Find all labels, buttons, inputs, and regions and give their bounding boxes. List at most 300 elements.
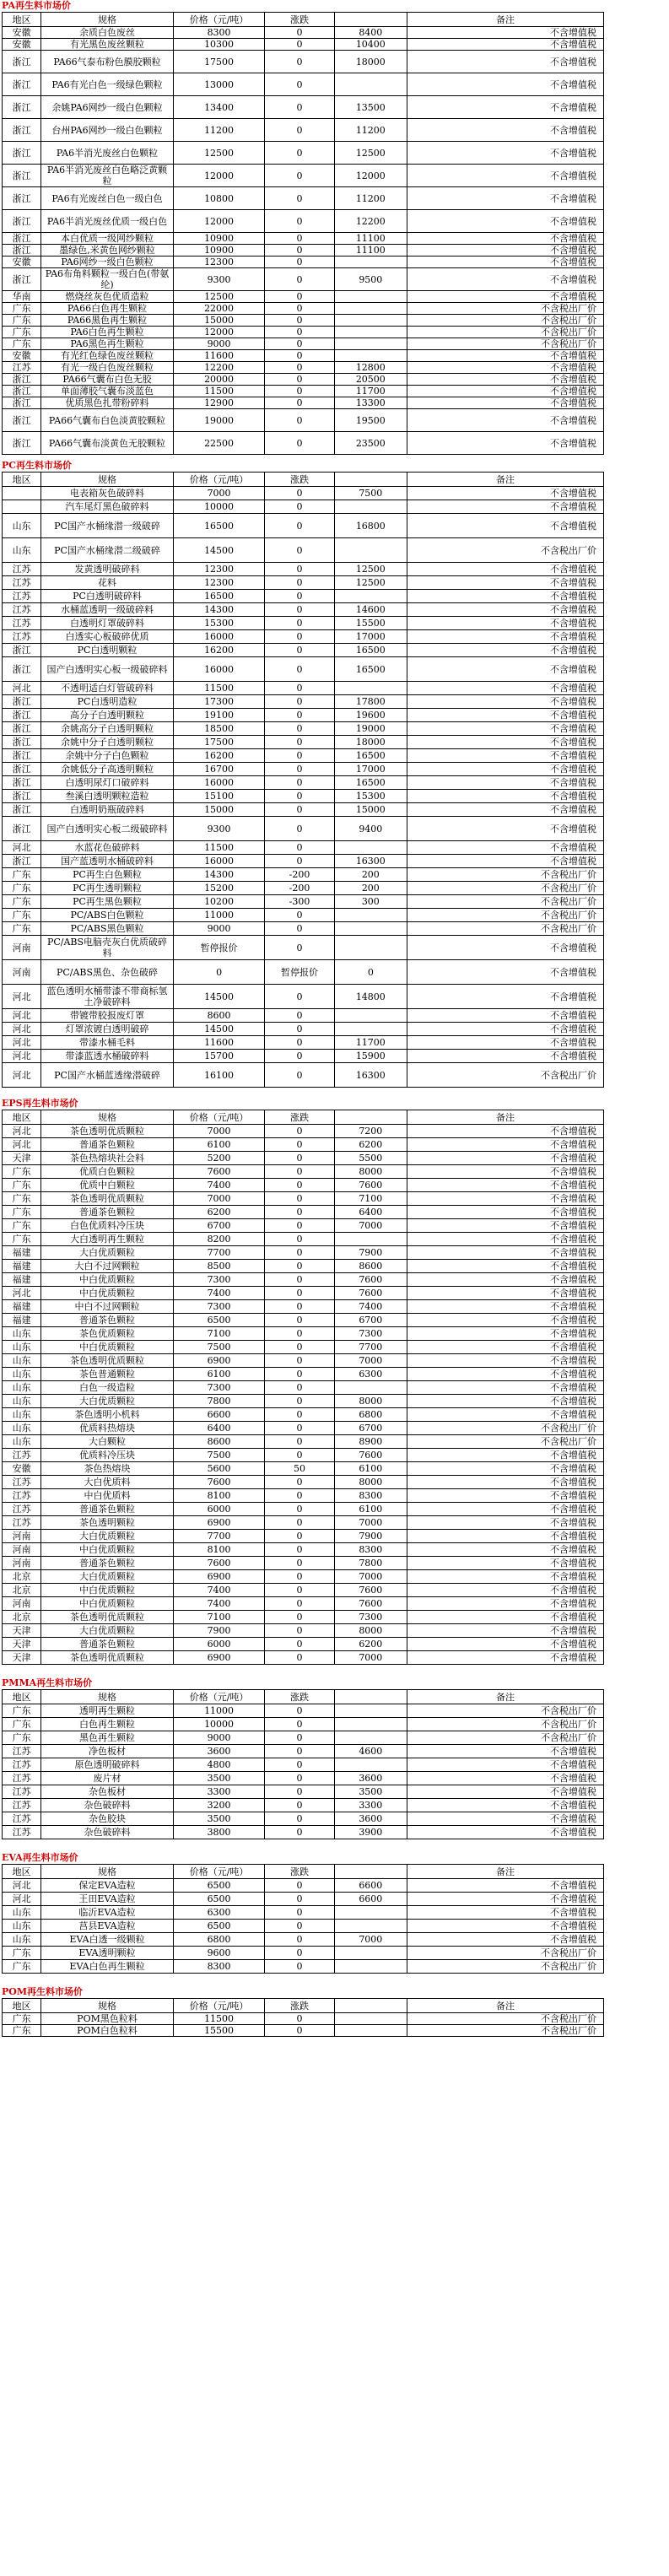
column-header: 规格 bbox=[41, 1690, 174, 1704]
price-cell: 8200 bbox=[173, 1233, 264, 1246]
spec-cell: 茶色透明颗粒 bbox=[41, 1516, 174, 1530]
region-cell: 广东 bbox=[3, 1192, 41, 1206]
table-row bbox=[3, 1165, 604, 1179]
section-title: PA再生料市场价 bbox=[2, 0, 72, 11]
region-cell: 广东 bbox=[3, 1219, 41, 1233]
change-cell: 0 bbox=[265, 1063, 334, 1088]
table-row bbox=[3, 1893, 604, 1906]
price-cell: 7800 bbox=[173, 1395, 264, 1408]
region-cell: 广东 bbox=[3, 2013, 41, 2025]
remark-cell: 不含增值税 bbox=[407, 1368, 604, 1381]
region-cell: 山东 bbox=[3, 1422, 41, 1435]
region-cell: 广东 bbox=[3, 1206, 41, 1219]
table-row bbox=[3, 257, 604, 268]
price-high-cell: 7900 bbox=[334, 1246, 407, 1260]
table-row bbox=[3, 1704, 604, 1718]
table-row bbox=[3, 1179, 604, 1192]
spec-cell: 优质黑色扎带粉碎料 bbox=[41, 397, 174, 409]
column-header: 备注 bbox=[407, 13, 604, 27]
spec-cell: 黑色再生颗粒 bbox=[41, 1731, 174, 1745]
price-high-cell: 17000 bbox=[334, 763, 407, 776]
spec-cell: 水蓝花色破碎料 bbox=[41, 841, 174, 855]
price-high-cell bbox=[334, 1233, 407, 1246]
region-cell bbox=[3, 487, 41, 500]
spec-cell: 蓝色透明水桶带漆不带商标氢土净破碎料 bbox=[41, 985, 174, 1009]
remark-cell: 不含增值税 bbox=[407, 1395, 604, 1408]
column-header: 涨跌 bbox=[265, 13, 334, 27]
region-cell: 河北 bbox=[3, 682, 41, 695]
table-row bbox=[3, 362, 604, 374]
spec-cell: POM白色粒料 bbox=[41, 2025, 174, 2037]
remark-cell: 不含增值税 bbox=[407, 1449, 604, 1462]
price-high-cell: 4600 bbox=[334, 1745, 407, 1758]
column-header: 价格（元/吨） bbox=[173, 13, 264, 27]
spec-cell: 杂色破碎料 bbox=[41, 1799, 174, 1812]
spec-cell: PA6有光白色一级绿色颗粒 bbox=[41, 73, 174, 96]
change-cell: 0 bbox=[265, 245, 334, 257]
price-cell: 7400 bbox=[173, 1597, 264, 1611]
remark-cell: 不含增值税 bbox=[407, 1920, 604, 1933]
price-high-cell: 6400 bbox=[334, 1206, 407, 1219]
remark-cell: 不含增值税 bbox=[407, 1503, 604, 1516]
remark-cell: 不含增值税 bbox=[407, 709, 604, 722]
spec-cell: 中白不过网颗粒 bbox=[41, 1300, 174, 1314]
remark-cell: 不含增值税 bbox=[407, 576, 604, 590]
table-row bbox=[3, 695, 604, 709]
spec-cell: PA6黑色再生颗粒 bbox=[41, 338, 174, 350]
region-cell: 广东 bbox=[3, 1718, 41, 1731]
spec-cell: PC/ABS黑色颗粒 bbox=[41, 922, 174, 936]
remark-cell: 不含增值税 bbox=[407, 1233, 604, 1246]
price-cell: 12300 bbox=[173, 257, 264, 268]
price-high-cell bbox=[334, 1906, 407, 1920]
spec-cell: 普通茶色颗粒 bbox=[41, 1557, 174, 1570]
region-cell: 山东 bbox=[3, 1395, 41, 1408]
table-row bbox=[3, 538, 604, 563]
change-cell: 0 bbox=[265, 922, 334, 936]
change-cell: 0 bbox=[265, 1125, 334, 1138]
region-cell: 山东 bbox=[3, 1354, 41, 1368]
price-high-cell bbox=[334, 2013, 407, 2025]
change-cell: 0 bbox=[265, 1165, 334, 1179]
table-row bbox=[3, 1597, 604, 1611]
spec-cell: PA66气囊布白色淡黄胶颗粒 bbox=[41, 409, 174, 432]
region-cell: 浙江 bbox=[3, 695, 41, 709]
remark-cell: 不含增值税 bbox=[407, 27, 604, 39]
region-cell: 天津 bbox=[3, 1624, 41, 1638]
column-header: 价格（元/吨） bbox=[173, 1865, 264, 1879]
change-cell: 0 bbox=[265, 1624, 334, 1638]
remark-cell: 不含增值税 bbox=[407, 803, 604, 817]
region-cell: 江苏 bbox=[3, 1799, 41, 1812]
price-cell: 20000 bbox=[173, 374, 264, 386]
price-cell: 14500 bbox=[173, 985, 264, 1009]
change-cell: 0 bbox=[265, 432, 334, 455]
spec-cell: 茶色热熔块社会料 bbox=[41, 1152, 174, 1165]
spec-cell: 王田EVA造粒 bbox=[41, 1893, 174, 1906]
price-cell: 16500 bbox=[173, 590, 264, 603]
price-cell: 7000 bbox=[173, 1192, 264, 1206]
price-high-cell: 7100 bbox=[334, 1192, 407, 1206]
price-cell: 9600 bbox=[173, 1947, 264, 1960]
change-cell: 0 bbox=[265, 1785, 334, 1799]
remark-cell: 不含增值税 bbox=[407, 630, 604, 644]
spec-cell: 发黄透明破碎料 bbox=[41, 563, 174, 576]
price-cell: 16000 bbox=[173, 630, 264, 644]
spec-cell: 汽车尾灯黑色破碎料 bbox=[41, 500, 174, 514]
change-cell: 0 bbox=[265, 73, 334, 96]
spec-cell: EVA白色再生颗粒 bbox=[41, 1960, 174, 1974]
change-cell: 0 bbox=[265, 1570, 334, 1584]
spec-cell: 净色板材 bbox=[41, 1745, 174, 1758]
change-cell: 0 bbox=[265, 1530, 334, 1543]
price-high-cell: 7000 bbox=[334, 1354, 407, 1368]
change-cell: 0 bbox=[265, 1557, 334, 1570]
column-header: 规格 bbox=[41, 473, 174, 487]
price-high-cell: 16800 bbox=[334, 514, 407, 538]
table-row bbox=[3, 855, 604, 868]
table-row bbox=[3, 895, 604, 909]
spec-cell: PA6有光废丝白色一级白色 bbox=[41, 187, 174, 210]
region-cell: 江苏 bbox=[3, 1826, 41, 1839]
price-cell: 3200 bbox=[173, 1799, 264, 1812]
region-cell: 浙江 bbox=[3, 386, 41, 397]
spec-cell: 杂色破碎料 bbox=[41, 1826, 174, 1839]
price-high-cell: 16500 bbox=[334, 644, 407, 657]
spec-cell: EVA白透一级颗粒 bbox=[41, 1933, 174, 1947]
price-cell: 10800 bbox=[173, 187, 264, 210]
price-high-cell: 7000 bbox=[334, 1219, 407, 1233]
price-high-cell: 6600 bbox=[334, 1893, 407, 1906]
column-header: 涨跌 bbox=[265, 1865, 334, 1879]
remark-cell: 不含税出厂价 bbox=[407, 1422, 604, 1435]
column-header: 备注 bbox=[407, 473, 604, 487]
change-cell: 0 bbox=[265, 855, 334, 868]
spec-cell: 白透明灯罩破碎料 bbox=[41, 617, 174, 630]
price-high-cell: 14600 bbox=[334, 603, 407, 617]
remark-cell: 不含增值税 bbox=[407, 119, 604, 142]
price-cell: 7400 bbox=[173, 1584, 264, 1597]
table-row bbox=[3, 1772, 604, 1785]
remark-cell: 不含增值税 bbox=[407, 1584, 604, 1597]
table-row bbox=[3, 936, 604, 960]
change-cell: 0 bbox=[265, 803, 334, 817]
region-cell: 浙江 bbox=[3, 51, 41, 73]
region-cell: 江苏 bbox=[3, 590, 41, 603]
region-cell: 山东 bbox=[3, 1906, 41, 1920]
price-table-pom bbox=[2, 1998, 604, 2037]
price-high-cell bbox=[334, 1960, 407, 1974]
region-cell: 浙江 bbox=[3, 268, 41, 291]
price-cell: 3500 bbox=[173, 1772, 264, 1785]
spec-cell: 大白优质颗粒 bbox=[41, 1570, 174, 1584]
price-cell: 11200 bbox=[173, 119, 264, 142]
spec-cell: 茶色透明优质颗粒 bbox=[41, 1354, 174, 1368]
change-cell: 0 bbox=[265, 1287, 334, 1300]
column-header: 地区 bbox=[3, 1110, 41, 1125]
remark-cell: 不含增值税 bbox=[407, 1341, 604, 1354]
change-cell: -200 bbox=[265, 882, 334, 895]
price-high-cell: 8000 bbox=[334, 1624, 407, 1638]
table-row bbox=[3, 1543, 604, 1557]
change-cell: 0 bbox=[265, 1138, 334, 1152]
remark-cell: 不含税出厂价 bbox=[407, 303, 604, 315]
table-row bbox=[3, 1530, 604, 1543]
price-high-cell: 11100 bbox=[334, 233, 407, 245]
table-row bbox=[3, 1462, 604, 1476]
table-row bbox=[3, 576, 604, 590]
price-cell: 7400 bbox=[173, 1287, 264, 1300]
remark-cell: 不含增值税 bbox=[407, 749, 604, 763]
table-row bbox=[3, 682, 604, 695]
region-cell: 浙江 bbox=[3, 245, 41, 257]
table-row bbox=[3, 1879, 604, 1893]
price-high-cell: 6100 bbox=[334, 1462, 407, 1476]
price-cell: 8500 bbox=[173, 1260, 264, 1273]
price-cell: 8300 bbox=[173, 1960, 264, 1974]
table-row bbox=[3, 1050, 604, 1063]
spec-cell: 普通茶色颗粒 bbox=[41, 1206, 174, 1219]
remark-cell: 不含税出厂价 bbox=[407, 882, 604, 895]
table-row bbox=[3, 1933, 604, 1947]
change-cell: 0 bbox=[265, 210, 334, 233]
region-cell: 广东 bbox=[3, 895, 41, 909]
price-table-eva bbox=[2, 1864, 604, 1974]
price-high-cell: 11700 bbox=[334, 386, 407, 397]
price-cell: 12500 bbox=[173, 142, 264, 165]
price-high-cell: 9500 bbox=[334, 268, 407, 291]
price-cell: 3500 bbox=[173, 1812, 264, 1826]
header-row bbox=[3, 1110, 604, 1125]
price-cell: 3800 bbox=[173, 1826, 264, 1839]
region-cell: 广东 bbox=[3, 1179, 41, 1192]
table-row bbox=[3, 432, 604, 455]
spec-cell: 花料 bbox=[41, 576, 174, 590]
spec-cell: 茶色热熔块 bbox=[41, 1462, 174, 1476]
remark-cell: 不含增值税 bbox=[407, 1893, 604, 1906]
region-cell: 广东 bbox=[3, 882, 41, 895]
price-cell: 7300 bbox=[173, 1273, 264, 1287]
table-row bbox=[3, 790, 604, 803]
table-row bbox=[3, 1009, 604, 1023]
spec-cell: 优质料冷压块 bbox=[41, 1449, 174, 1462]
remark-cell: 不含增值税 bbox=[407, 1408, 604, 1422]
table-row bbox=[3, 960, 604, 985]
price-high-cell: 7600 bbox=[334, 1273, 407, 1287]
table-row bbox=[3, 303, 604, 315]
table-row bbox=[3, 1718, 604, 1731]
remark-cell: 不含税出厂价 bbox=[407, 1704, 604, 1718]
change-cell: 0 bbox=[265, 500, 334, 514]
remark-cell: 不含增值税 bbox=[407, 187, 604, 210]
spec-cell: 大白优质颗粒 bbox=[41, 1246, 174, 1260]
spec-cell: 茶色优质颗粒 bbox=[41, 1327, 174, 1341]
price-high-cell: 7800 bbox=[334, 1557, 407, 1570]
price-cell: 7700 bbox=[173, 1530, 264, 1543]
change-cell: 0 bbox=[265, 576, 334, 590]
change-cell: 0 bbox=[265, 1233, 334, 1246]
price-high-cell: 7000 bbox=[334, 1933, 407, 1947]
region-cell: 山东 bbox=[3, 1408, 41, 1422]
table-row bbox=[3, 1557, 604, 1570]
change-cell: 0 bbox=[265, 1772, 334, 1785]
price-high-cell: 14800 bbox=[334, 985, 407, 1009]
change-cell: 0 bbox=[265, 644, 334, 657]
spec-cell: PC再生透明颗粒 bbox=[41, 882, 174, 895]
price-cell: 12300 bbox=[173, 563, 264, 576]
remark-cell: 不含增值税 bbox=[407, 682, 604, 695]
table-row bbox=[3, 1570, 604, 1584]
spec-cell: PC再生黑色颗粒 bbox=[41, 895, 174, 909]
header-row bbox=[3, 1865, 604, 1879]
change-cell: 0 bbox=[265, 350, 334, 362]
price-high-cell: 11700 bbox=[334, 1036, 407, 1050]
change-cell: 0 bbox=[265, 763, 334, 776]
price-high-cell bbox=[334, 841, 407, 855]
remark-cell: 不含增值税 bbox=[407, 1462, 604, 1476]
region-cell: 浙江 bbox=[3, 96, 41, 119]
price-cell: 9000 bbox=[173, 338, 264, 350]
change-cell: 0 bbox=[265, 538, 334, 563]
price-cell: 7900 bbox=[173, 1624, 264, 1638]
table-row bbox=[3, 644, 604, 657]
price-high-cell: 8900 bbox=[334, 1435, 407, 1449]
remark-cell: 不含增值税 bbox=[407, 1354, 604, 1368]
change-cell: 0 bbox=[265, 165, 334, 187]
table-row bbox=[3, 1327, 604, 1341]
column-header: 涨跌 bbox=[265, 1110, 334, 1125]
table-row bbox=[3, 350, 604, 362]
spec-cell: 大白颗粒 bbox=[41, 1435, 174, 1449]
change-cell: -300 bbox=[265, 895, 334, 909]
spec-cell: 中白优质颗粒 bbox=[41, 1543, 174, 1557]
region-cell: 浙江 bbox=[3, 233, 41, 245]
price-high-cell: 16500 bbox=[334, 749, 407, 763]
table-row bbox=[3, 409, 604, 432]
table-row bbox=[3, 397, 604, 409]
table-row bbox=[3, 1611, 604, 1624]
change-cell: 0 bbox=[265, 1758, 334, 1772]
price-cell: 11500 bbox=[173, 682, 264, 695]
spec-cell: 国产白透明实心板一级破碎料 bbox=[41, 657, 174, 682]
region-cell: 河南 bbox=[3, 1557, 41, 1570]
price-high-cell: 12500 bbox=[334, 563, 407, 576]
change-cell: 0 bbox=[265, 338, 334, 350]
remark-cell: 不含增值税 bbox=[407, 1023, 604, 1036]
remark-cell: 不含增值税 bbox=[407, 1933, 604, 1947]
table-row bbox=[3, 1651, 604, 1665]
change-cell: 0 bbox=[265, 1920, 334, 1933]
change-cell: 0 bbox=[265, 790, 334, 803]
spec-cell: 杂色胶块 bbox=[41, 1812, 174, 1826]
price-high-cell bbox=[334, 1381, 407, 1395]
region-cell: 江苏 bbox=[3, 1516, 41, 1530]
table-row bbox=[3, 603, 604, 617]
change-cell: 0 bbox=[265, 1435, 334, 1449]
remark-cell: 不含增值税 bbox=[407, 257, 604, 268]
price-cell: 10200 bbox=[173, 895, 264, 909]
price-cell: 6000 bbox=[173, 1638, 264, 1651]
change-cell: 0 bbox=[265, 817, 334, 841]
remark-cell: 不含增值税 bbox=[407, 1273, 604, 1287]
change-cell: 0 bbox=[265, 630, 334, 644]
change-cell: 0 bbox=[265, 27, 334, 39]
change-cell: 0 bbox=[265, 268, 334, 291]
remark-cell: 不含增值税 bbox=[407, 1050, 604, 1063]
region-cell: 广东 bbox=[3, 303, 41, 315]
spec-cell: 中白优质颗粒 bbox=[41, 1287, 174, 1300]
table-row bbox=[3, 749, 604, 763]
spec-cell: PA6半消光废丝优质一级白色 bbox=[41, 210, 174, 233]
price-cell: 12500 bbox=[173, 291, 264, 303]
spec-cell: 白色一级造粒 bbox=[41, 1381, 174, 1395]
remark-cell: 不含增值税 bbox=[407, 210, 604, 233]
region-cell bbox=[3, 500, 41, 514]
remark-cell: 不含增值税 bbox=[407, 763, 604, 776]
remark-cell: 不含增值税 bbox=[407, 51, 604, 73]
price-high-cell: 11200 bbox=[334, 187, 407, 210]
price-cell: 9000 bbox=[173, 922, 264, 936]
price-high-cell: 6300 bbox=[334, 1368, 407, 1381]
spec-cell: 普通茶色颗粒 bbox=[41, 1503, 174, 1516]
column-header bbox=[334, 1865, 407, 1879]
section-title: POM再生料市场价 bbox=[2, 1986, 84, 1997]
price-high-cell: 15000 bbox=[334, 803, 407, 817]
spec-cell: 中白优质料 bbox=[41, 1489, 174, 1503]
spec-cell: 废片材 bbox=[41, 1772, 174, 1785]
price-cell: 8100 bbox=[173, 1489, 264, 1503]
region-cell: 江苏 bbox=[3, 1476, 41, 1489]
region-cell: 河南 bbox=[3, 960, 41, 985]
region-cell: 山东 bbox=[3, 538, 41, 563]
table-row bbox=[3, 2013, 604, 2025]
spec-cell: 保定EVA造粒 bbox=[41, 1879, 174, 1893]
region-cell: 广东 bbox=[3, 1947, 41, 1960]
price-cell: 16000 bbox=[173, 855, 264, 868]
spec-cell: 叁溪白透明颗粒造粒 bbox=[41, 790, 174, 803]
remark-cell: 不含增值税 bbox=[407, 736, 604, 749]
spec-cell: PA66白色再生颗粒 bbox=[41, 303, 174, 315]
price-high-cell: 11100 bbox=[334, 245, 407, 257]
price-cell: 0 bbox=[173, 960, 264, 985]
price-high-cell bbox=[334, 1704, 407, 1718]
change-cell: 0 bbox=[265, 657, 334, 682]
region-cell: 浙江 bbox=[3, 210, 41, 233]
price-high-cell: 7600 bbox=[334, 1179, 407, 1192]
region-cell: 福建 bbox=[3, 1300, 41, 1314]
change-cell: 0 bbox=[265, 1152, 334, 1165]
price-cell: 6500 bbox=[173, 1920, 264, 1933]
price-cell: 10000 bbox=[173, 1718, 264, 1731]
spec-cell: 莒县EVA造粒 bbox=[41, 1920, 174, 1933]
price-cell: 18500 bbox=[173, 722, 264, 736]
spec-cell: 墨绿色,米黄色网纱颗粒 bbox=[41, 245, 174, 257]
price-high-cell: 7600 bbox=[334, 1584, 407, 1597]
table-row bbox=[3, 386, 604, 397]
region-cell: 福建 bbox=[3, 1314, 41, 1327]
price-cell: 16000 bbox=[173, 657, 264, 682]
spec-cell: PC/ABS白色颗粒 bbox=[41, 909, 174, 922]
price-high-cell: 6700 bbox=[334, 1422, 407, 1435]
table-row bbox=[3, 1799, 604, 1812]
table-row bbox=[3, 1960, 604, 1974]
price-high-cell: 5500 bbox=[334, 1152, 407, 1165]
price-cell: 6700 bbox=[173, 1219, 264, 1233]
remark-cell: 不含增值税 bbox=[407, 776, 604, 790]
change-cell: 0 bbox=[265, 1879, 334, 1893]
table-row bbox=[3, 514, 604, 538]
remark-cell: 不含增值税 bbox=[407, 722, 604, 736]
